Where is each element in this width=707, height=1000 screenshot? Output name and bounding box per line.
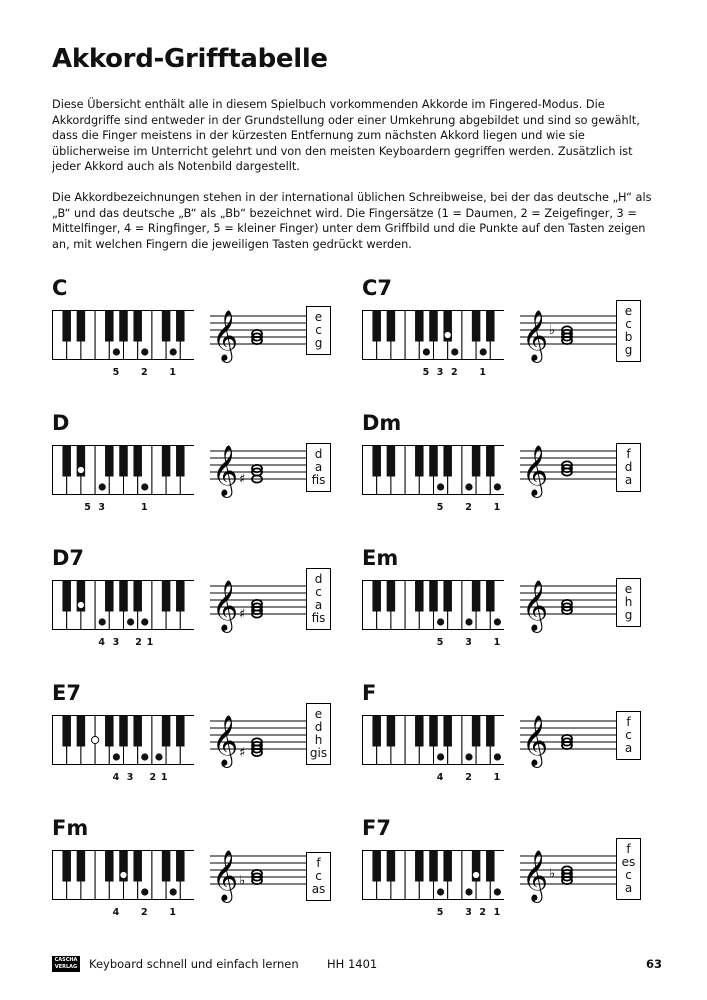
black-key xyxy=(77,311,86,342)
black-key xyxy=(62,311,70,342)
chord-name: Em xyxy=(362,546,399,570)
intro-text xyxy=(52,97,664,267)
note-name: c xyxy=(625,728,632,742)
finger-number: 2 xyxy=(140,907,148,918)
keyboard-diagram xyxy=(362,310,504,360)
treble-clef-icon: 𝄞 xyxy=(212,445,239,496)
black-key xyxy=(429,311,438,342)
note-name: b xyxy=(624,330,633,344)
finger-number: 2 xyxy=(465,772,472,783)
finger-number: 5 xyxy=(84,502,91,513)
note-name: c xyxy=(625,868,632,882)
finger-number: 5 xyxy=(436,907,444,918)
finger-dot xyxy=(141,348,148,355)
black-key xyxy=(133,446,142,477)
chord-name: F xyxy=(362,681,377,705)
page-footer xyxy=(52,955,662,975)
note-name: c xyxy=(315,585,322,599)
finger-number: 5 xyxy=(112,367,120,378)
finger-number: 1 xyxy=(169,907,176,918)
black-key xyxy=(105,716,114,747)
flat-icon: ♭ xyxy=(549,866,556,882)
finger-dot xyxy=(170,888,177,895)
black-key xyxy=(387,446,396,477)
chord-name: E7 xyxy=(52,681,81,705)
finger-dot xyxy=(480,348,487,355)
note-name: d xyxy=(624,460,633,474)
keyboard-diagram xyxy=(52,580,194,630)
treble-clef-icon: 𝄞 xyxy=(522,850,549,901)
black-key xyxy=(372,581,381,612)
chord-e7 xyxy=(52,683,352,803)
finger-number: 5 xyxy=(422,367,430,378)
note-name: fis xyxy=(311,611,326,625)
black-key xyxy=(176,716,185,747)
keyboard-diagram xyxy=(52,445,194,495)
finger-number: 3 xyxy=(436,367,444,378)
black-key xyxy=(133,311,142,342)
chord-name: C xyxy=(52,276,68,300)
black-key xyxy=(443,851,452,882)
finger-dot xyxy=(127,618,134,625)
black-key xyxy=(162,446,171,477)
note-name: c xyxy=(315,869,322,883)
finger-dot xyxy=(437,888,444,895)
finger-number: 1 xyxy=(160,772,168,783)
fingering-row xyxy=(52,637,194,649)
note-name: d xyxy=(314,720,323,734)
chord-c xyxy=(52,278,352,398)
note-name: fis xyxy=(311,473,326,487)
finger-dot xyxy=(120,871,127,878)
treble-clef-icon: 𝄞 xyxy=(212,310,239,361)
finger-number: 3 xyxy=(465,637,472,648)
black-key xyxy=(105,446,114,477)
black-key xyxy=(176,581,185,612)
finger-number: 5 xyxy=(436,502,444,513)
intro-paragraph-2: Die Akkordbezeichnungen stehen in der international üblichen Schreibweise, bei der das deutsche „H“ als „B“ und das deutsche „B“ als „Bb“ bezeichnet wird. Die Fingersätze (1 = Daumen, 2 = Zeigefinger, 3 = Mittelfinger, 4 = Ringfinger, 5 = kleiner Finger) unter dem Griffbild und die Punkte auf den Tasten zeigen an, mit welchen Fingern die jeweiligen Tasten gedrückt werden. xyxy=(52,190,652,251)
note-name: f xyxy=(626,447,631,461)
finger-dot xyxy=(423,348,430,355)
black-key xyxy=(387,851,396,882)
black-key xyxy=(105,311,114,342)
note-names-box xyxy=(616,711,641,760)
black-key xyxy=(62,851,70,882)
finger-dot xyxy=(473,871,480,878)
black-key xyxy=(372,851,381,882)
chord-f7 xyxy=(362,818,662,938)
black-key xyxy=(429,716,438,747)
black-key xyxy=(133,851,142,882)
chord-f xyxy=(362,683,662,803)
black-key xyxy=(415,851,424,882)
keyboard-diagram xyxy=(52,715,194,765)
keyboard-diagram xyxy=(52,310,194,360)
finger-dot xyxy=(465,618,472,625)
note-name: a xyxy=(314,460,323,474)
note-name: h xyxy=(624,595,633,609)
chord-name: D xyxy=(52,411,70,435)
note-names-box xyxy=(616,300,641,362)
note-names-box xyxy=(306,703,331,765)
finger-number: 1 xyxy=(169,367,176,378)
note-name: h xyxy=(314,733,323,747)
note-name: a xyxy=(624,473,633,487)
finger-dot xyxy=(92,736,99,743)
black-key xyxy=(77,716,86,747)
finger-number: 5 xyxy=(436,637,444,648)
finger-dot xyxy=(141,753,148,760)
note-name: e xyxy=(314,310,323,324)
black-key xyxy=(486,581,495,612)
black-key xyxy=(429,446,438,477)
finger-number: 1 xyxy=(479,367,486,378)
fingering-row xyxy=(362,637,504,649)
finger-dot xyxy=(141,618,148,625)
note-name: e xyxy=(624,582,633,596)
black-key xyxy=(133,581,142,612)
black-key xyxy=(486,851,495,882)
black-key xyxy=(162,716,171,747)
black-key xyxy=(486,311,495,342)
black-key xyxy=(119,446,128,477)
black-key xyxy=(472,311,481,342)
finger-dot xyxy=(141,483,148,490)
note-name: a xyxy=(624,741,633,755)
sharp-icon: ♯ xyxy=(239,472,246,487)
finger-number: 4 xyxy=(436,772,444,783)
note-name: d xyxy=(314,447,323,461)
chord-name: Dm xyxy=(362,411,402,435)
finger-number: 2 xyxy=(465,502,472,513)
fingering-row xyxy=(52,907,194,919)
note-names-box xyxy=(306,852,331,901)
finger-dot xyxy=(77,466,84,473)
black-key xyxy=(62,581,70,612)
treble-clef-icon: 𝄞 xyxy=(212,580,239,631)
note-names-box xyxy=(306,306,331,355)
black-key xyxy=(105,851,114,882)
finger-number: 1 xyxy=(493,637,501,648)
chord-c7 xyxy=(362,278,662,398)
finger-number: 1 xyxy=(146,637,154,648)
finger-number: 1 xyxy=(493,772,501,783)
finger-number: 1 xyxy=(493,502,501,513)
keyboard-diagram xyxy=(362,850,504,900)
finger-number: 2 xyxy=(149,772,157,783)
chord-name: D7 xyxy=(52,546,85,570)
finger-dot xyxy=(155,753,162,760)
note-names-box xyxy=(616,838,641,900)
book-title: Keyboard schnell und einfach lernen xyxy=(89,957,299,971)
note-name: f xyxy=(316,856,321,870)
black-key xyxy=(372,716,381,747)
note-name: c xyxy=(625,317,632,331)
finger-number: 2 xyxy=(135,637,142,648)
black-key xyxy=(472,581,481,612)
black-key xyxy=(486,716,495,747)
black-key xyxy=(119,581,128,612)
finger-dot xyxy=(494,753,501,760)
catalog-code: HH 1401 xyxy=(327,957,378,971)
treble-clef-icon: 𝄞 xyxy=(522,580,549,631)
note-name: d xyxy=(314,572,323,586)
note-name: a xyxy=(624,881,633,895)
page-number: 63 xyxy=(645,957,662,971)
finger-dot xyxy=(141,888,148,895)
black-key xyxy=(415,716,424,747)
finger-dot xyxy=(494,483,501,490)
treble-clef-icon: 𝄞 xyxy=(522,310,549,361)
black-key xyxy=(472,716,481,747)
finger-number: 2 xyxy=(450,367,458,378)
treble-clef-icon: 𝄞 xyxy=(212,715,239,766)
finger-dot xyxy=(113,348,120,355)
finger-number: 3 xyxy=(126,772,134,783)
black-key xyxy=(372,446,381,477)
treble-clef-icon: 𝄞 xyxy=(522,445,549,496)
chord-name: Fm xyxy=(52,816,89,840)
finger-dot xyxy=(494,618,501,625)
black-key xyxy=(486,446,495,477)
finger-dot xyxy=(77,601,84,608)
black-key xyxy=(77,851,86,882)
note-names-box xyxy=(306,568,331,630)
chord-d7 xyxy=(52,548,352,668)
black-key xyxy=(472,446,481,477)
page-title: Akkord-Grifftabelle xyxy=(52,44,328,74)
black-key xyxy=(176,851,185,882)
black-key xyxy=(415,581,424,612)
black-key xyxy=(162,581,171,612)
black-key xyxy=(429,851,438,882)
finger-dot xyxy=(465,753,472,760)
note-name: g xyxy=(624,343,633,357)
note-name: e xyxy=(314,707,323,721)
fingering-row xyxy=(52,367,194,379)
chord-fm xyxy=(52,818,352,938)
sharp-icon: ♯ xyxy=(239,745,246,761)
fingering-row xyxy=(52,772,194,784)
chord-dm xyxy=(362,413,662,533)
black-key xyxy=(105,581,114,612)
note-name: es xyxy=(621,855,636,869)
black-key xyxy=(62,446,70,477)
finger-number: 3 xyxy=(112,637,120,648)
black-key xyxy=(429,581,438,612)
black-key xyxy=(176,446,185,477)
chord-name: F7 xyxy=(362,816,391,840)
sharp-icon: ♯ xyxy=(239,607,246,622)
chord-em xyxy=(362,548,662,668)
note-name: c xyxy=(315,323,322,337)
black-key xyxy=(162,311,171,342)
note-name: e xyxy=(624,304,633,318)
black-key xyxy=(443,581,452,612)
finger-number: 4 xyxy=(112,907,120,918)
black-key xyxy=(387,581,396,612)
finger-dot xyxy=(99,618,106,625)
fingering-row xyxy=(362,502,504,514)
black-key xyxy=(119,716,128,747)
black-key xyxy=(387,311,396,342)
intro-paragraph-1: Diese Übersicht enthält alle in diesem Spielbuch vorkommenden Akkorde im Fingered-Modus. Die Akkordgriffe sind entweder in der Grundstellung oder einer Umkehrung abgebildet und sind so gewählt, dass die Finger meistens in der kürzesten Entfernung zum nächsten Akkord liegen und wie sie üblicherweise im Unterricht gelehrt und von den meisten Keyboardern gegriffen werden. Zusätzlich ist jeder Akkord auch als Notenbild dargestellt. xyxy=(52,98,640,174)
finger-dot xyxy=(494,888,501,895)
black-key xyxy=(119,311,128,342)
finger-dot xyxy=(113,753,120,760)
black-key xyxy=(387,716,396,747)
finger-number: 4 xyxy=(112,772,120,783)
black-key xyxy=(372,311,381,342)
note-name: a xyxy=(314,598,323,612)
finger-number: 1 xyxy=(140,502,148,513)
keyboard-diagram xyxy=(362,715,504,765)
black-key xyxy=(162,851,171,882)
flat-icon: ♭ xyxy=(549,323,556,338)
finger-number: 1 xyxy=(493,907,501,918)
black-key xyxy=(443,446,452,477)
finger-number: 3 xyxy=(98,502,105,513)
finger-dot xyxy=(99,483,106,490)
black-key xyxy=(443,716,452,747)
note-names-box xyxy=(616,578,641,627)
fingering-row xyxy=(362,367,504,379)
finger-number: 2 xyxy=(140,367,148,378)
finger-dot xyxy=(444,331,451,338)
flat-icon: ♭ xyxy=(239,873,246,889)
note-name: g xyxy=(624,608,633,622)
fingering-row xyxy=(362,907,504,919)
finger-dot xyxy=(437,483,444,490)
note-name: f xyxy=(626,715,631,729)
publisher-logo: CASCHA VERLAG xyxy=(52,956,80,972)
note-name: as xyxy=(311,882,326,896)
black-key xyxy=(176,311,185,342)
finger-dot xyxy=(437,618,444,625)
chord-name: C7 xyxy=(362,276,393,300)
finger-dot xyxy=(465,888,472,895)
black-key xyxy=(415,446,424,477)
finger-dot xyxy=(465,483,472,490)
black-key xyxy=(62,716,70,747)
finger-number: 3 xyxy=(465,907,472,918)
treble-clef-icon: 𝄞 xyxy=(522,715,549,766)
finger-number: 4 xyxy=(98,637,105,648)
note-names-box xyxy=(306,443,331,492)
finger-number: 2 xyxy=(479,907,486,918)
note-name: gis xyxy=(309,746,328,760)
treble-clef-icon: 𝄞 xyxy=(212,850,239,901)
chord-d xyxy=(52,413,352,533)
keyboard-diagram xyxy=(362,580,504,630)
note-name: g xyxy=(314,336,323,350)
fingering-row xyxy=(52,502,194,514)
keyboard-diagram xyxy=(362,445,504,495)
finger-dot xyxy=(170,348,177,355)
black-key xyxy=(415,311,424,342)
keyboard-diagram xyxy=(52,850,194,900)
fingering-row xyxy=(362,772,504,784)
note-name: f xyxy=(626,842,631,856)
finger-dot xyxy=(437,753,444,760)
finger-dot xyxy=(451,348,458,355)
note-names-box xyxy=(616,443,641,492)
black-key xyxy=(133,716,142,747)
